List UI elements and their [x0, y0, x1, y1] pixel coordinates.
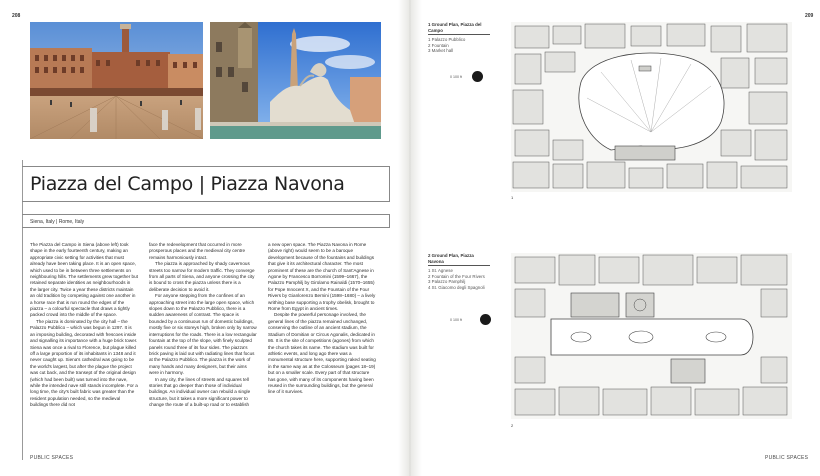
- plan-1-legend-item: 3 Market hall: [428, 48, 454, 54]
- body-paragraph: Despite the powerful personage involved, the general lines of the piazza remained unchanged, conserving the outline of an ancient stadium, the Stadium of Domitian or Circus Agonalis, dedicated in 86. It is the site of competitions (agones) from which the church takes its name. The stadium was built for athletic events, and long ago there was a monumental structure here, supporting raked seating in the same way as at the Colosseum (pages 18–19) but on a smaller scale. Every part of that structure has gone, with many of its components having been reused in the surrounding buildings, but the general line of it survives.: [268, 312, 376, 395]
- plan-2-scale: 0 100 ft: [450, 318, 462, 322]
- title-rule: [22, 160, 23, 460]
- article-title: Piazza del Campo | Piazza Navona: [30, 173, 345, 195]
- body-column-1: [30, 242, 138, 452]
- body-paragraph: The Piazza del Campo in Siena (above left) took shape in the early fourteenth century, making an appropriate civic setting for activities that must already have been taking place. It is an open space, which used to be in between three settlements on neighbouring hills. The settlements grew together but retained separate identities as neighbourhoods in the larger city. Twice a year these districts maintain an old tradition by competing against one another in a horse race that is run round the edges of the piazza – a colourful spectacle that draws a tightly packed crowd into the middle of the space.: [30, 242, 138, 318]
- right-page-number: 209: [805, 13, 814, 19]
- body-paragraph: a new open space. The Piazza Navona in Rome (above right) would seem to be a baroque development because of the fountains and buildings that give it its architectural character. The most prominent of these are the church of Sant'Agnese in Agone by Francesco Borromini (1599–1667), the Palazzo Pamphilj by Girolamo Rainaldi (1570–1655) for Pope Innocent X, and the Fountain of the Four Rivers by Gianlorenzo Bernini (1598–1680) – a lively writhing base supporting a trophy obelisk, brought to Rome from Egypt in ancient times.: [268, 242, 376, 312]
- photo-piazza-navona: [210, 22, 381, 139]
- plan-2-caption-title: 2 Ground Plan, Piazza Navona: [428, 253, 490, 266]
- plan-1-figure-number: 1: [511, 195, 514, 200]
- plan-1-legend-item: 2 Fountain: [428, 42, 449, 48]
- plan-2-legend-item: 4 St. Giacomo degli Spagnoli: [428, 284, 485, 290]
- body-paragraph: For anyone stepping from the confines of an approaching street into the large open space, which slopes down to the Palazzo Pubblico, there is a sudden awareness of contrast. The space is bounded by a continuous run of domestic buildings, mostly five or six storeys high, broken only by narrow interruptions for the roads. There is a low rectangular fountain at the top of the slope, with finely sculpted panels round three of its four sides. The piazza's brick paving is laid out with radiating lines that focus at the Palazzo Pubblico. The piazza is the work of many hands and many designers, but their aims were in harmony.: [149, 293, 257, 376]
- body-column-2: [149, 242, 257, 452]
- plan-2-caption: [428, 253, 490, 291]
- left-page-number: 208: [12, 13, 21, 19]
- subtitle-box: [22, 214, 390, 228]
- left-running-footer: PUBLIC SPACES: [30, 455, 74, 461]
- body-paragraph: face the redevelopment that occurred in more prosperous places and the medieval city centre remains harmoniously intact.: [149, 242, 246, 260]
- plan-1-scale: 0 100 ft: [450, 75, 462, 79]
- plan-2-legend-item: 1 St. Agnese: [428, 268, 453, 274]
- plan-2-figure-number: 2: [511, 423, 514, 428]
- plan-piazza-del-campo: [511, 22, 792, 192]
- body-paragraph: The piazza is dominated by the city hall – the Palazzo Pubblico – which was begun in 1297. It is an imposing building, decorated with frescoes inside and signalling its importance with a huge brick tower. Siena was once a rival to Florence, but plague killed off a large proportion of its inhabitants in 1348 and it never caught up. Siena's cathedral was going to be the world's largest, but after the plague the project was cut back, and the transept of the original design (which had been built) was turned into the nave, while the intended nave still stands incomplete. For a long time, the city's built fabric was greater than the resident population needed, so the medieval buildings there did not: [30, 318, 138, 408]
- right-running-footer: PUBLIC SPACES: [765, 455, 809, 461]
- plan-2-legend-item: 2 Fountain of the Four Rivers: [428, 273, 485, 279]
- plan-piazza-navona: [511, 253, 792, 419]
- title-box: [22, 166, 390, 202]
- north-arrow-icon: [480, 314, 491, 325]
- book-gutter: [398, 0, 422, 476]
- body-column-3: [268, 242, 376, 452]
- body-paragraph: In any city, the lines of streets and squares tell stories that go deeper than those of individual buildings. An individual owner can rebuild a single structure, but it takes a more significant power to change the route of a built-up road or to establish: [149, 376, 251, 408]
- plan-1-caption: [428, 22, 490, 54]
- body-paragraph: The piazza is approached by shady cavernous streets too narrow for modern traffic. They converge from all parts of Siena, and anyone crossing the city is bound to cross the piazza unless there is a deliberate decision to avoid it.: [149, 261, 255, 292]
- plan-1-caption-title: 1 Ground Plan, Piazza del Campo: [428, 22, 490, 35]
- plan-1-legend-item: 1 Palazzo Pubblico: [428, 37, 466, 43]
- photo-piazza-del-campo: [30, 22, 203, 139]
- north-arrow-icon: [472, 71, 483, 82]
- plan-2-legend-item: 3 Palazzo Pamphilj: [428, 279, 466, 285]
- article-subtitle: Siena, Italy | Rome, Italy: [30, 219, 85, 225]
